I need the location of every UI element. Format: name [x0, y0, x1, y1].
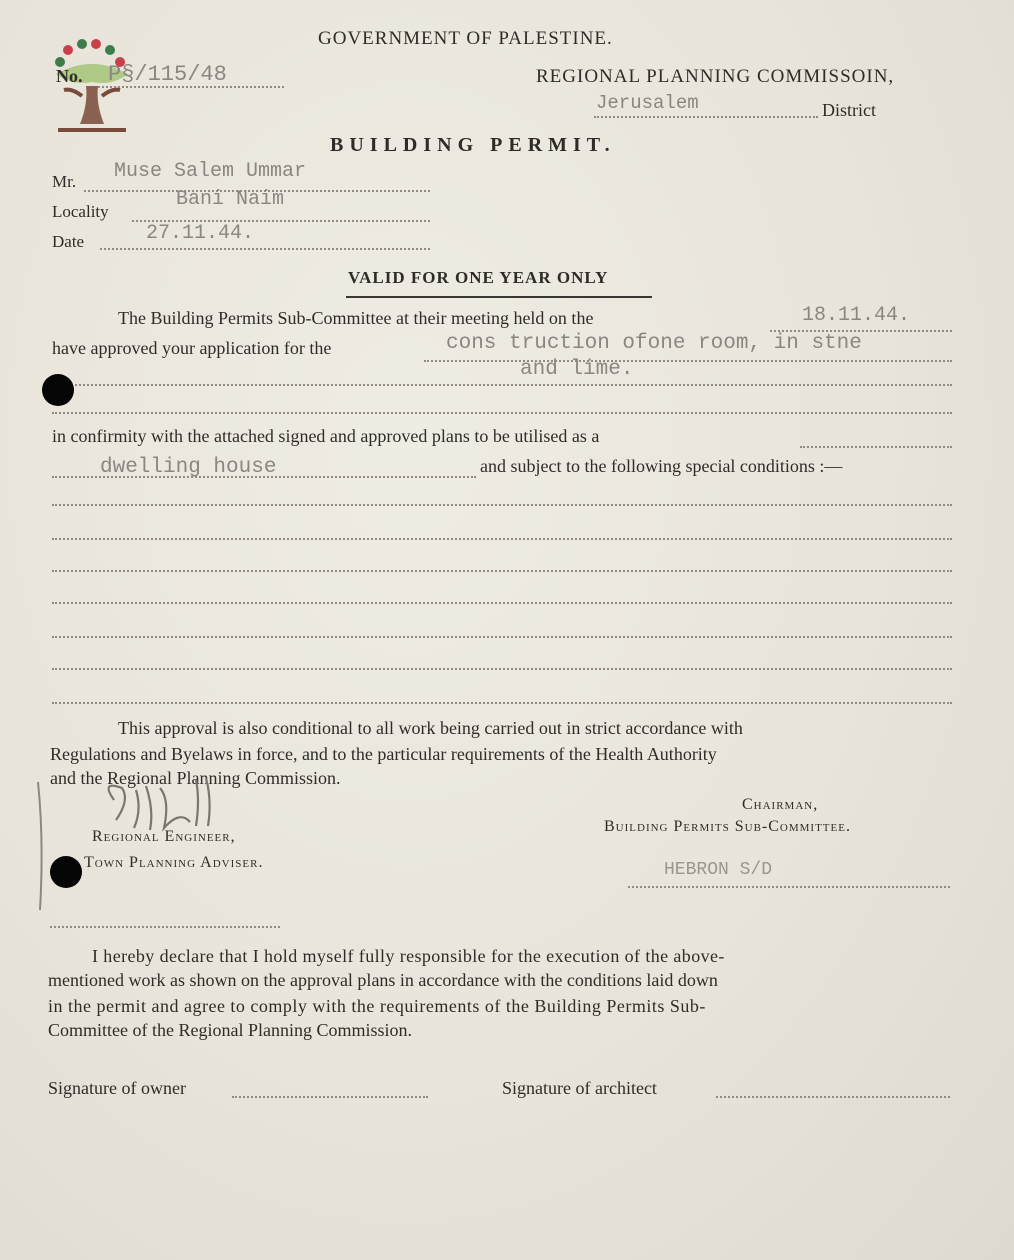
work-description-line2: and lime. [520, 358, 634, 381]
date-value: 27.11.44. [146, 222, 255, 245]
declaration-line-4: Committee of the Regional Planning Commission. [48, 1020, 412, 1040]
conditions-dotted-line-1 [52, 504, 952, 506]
owner-signature-label: Signature of owner [48, 1078, 186, 1098]
work-description-line1: cons truction ofone room, in stne [446, 332, 862, 355]
architect-signature-label: Signature of architect [502, 1078, 657, 1098]
approval-line-3: and the Regional Planning Commission. [50, 768, 341, 788]
conditions-dotted-line-2 [52, 538, 952, 540]
use-dotted-line-1 [800, 446, 952, 448]
architect-signature-line [716, 1096, 950, 1098]
number-label: No. [56, 66, 83, 86]
engineer-title-line1: Regional Engineer, [92, 828, 236, 845]
number-dotted-line [98, 86, 284, 88]
locality-value: Bani Naim [176, 188, 285, 211]
declaration-line-3: in the permit and agree to comply with the requirements of the Building Permits Sub- [48, 996, 706, 1016]
work-dotted-line-2 [52, 384, 952, 386]
conditions-dotted-line-7 [52, 702, 952, 704]
tree-logo-icon [52, 36, 132, 140]
district-value: Jerusalem [596, 92, 699, 114]
validity-notice: VALID FOR ONE YEAR ONLY [348, 268, 609, 287]
work-dotted-line-1 [424, 360, 952, 362]
chairman-title-line2: Building Permits Sub-Committee. [604, 818, 851, 835]
approval-line-1: This approval is also conditional to all work being carried out in strict accordance with [118, 718, 743, 738]
commission-heading: REGIONAL PLANNING COMMISSOIN, [536, 66, 895, 87]
approval-line-2: Regulations and Byelaws in force, and to the particular requirements of the Health Authority [50, 744, 717, 764]
date-dotted-line [100, 248, 430, 250]
permit-title: BUILDING PERMIT. [330, 134, 616, 156]
punch-hole-top [42, 374, 74, 406]
permit-number: P§/115/48 [108, 62, 227, 87]
meeting-text: The Building Permits Sub-Committee at their meeting held on the [118, 308, 594, 328]
engineer-signature-icon [30, 770, 260, 930]
mr-label: Mr. [52, 172, 77, 191]
chairman-dotted-line [628, 886, 950, 888]
use-value: dwelling house [100, 456, 277, 479]
mr-value: Muse Salem Ummar [114, 160, 307, 183]
chairman-title-line1: Chairman, [742, 796, 819, 813]
engineer-title-line2: Town Planning Adviser. [84, 854, 264, 871]
government-heading: GOVERNMENT OF PALESTINE. [318, 28, 613, 49]
district-label: District [822, 100, 876, 120]
conditions-text: and subject to the following special conditions :— [480, 456, 843, 476]
conditions-dotted-line-6 [52, 668, 952, 670]
work-dotted-line-3 [52, 412, 952, 414]
owner-signature-line [232, 1096, 428, 1098]
locality-label: Locality [52, 202, 109, 221]
meeting-date: 18.11.44. [802, 304, 911, 327]
declaration-line-1: I hereby declare that I hold myself fully responsible for the execution of the above- [92, 946, 725, 966]
declaration-line-2: mentioned work as shown on the approval plans in accordance with the conditions laid down [48, 970, 718, 990]
conformity-text: in confirmity with the attached signed and approved plans to be utilised as a [52, 426, 600, 446]
validity-underline [346, 296, 652, 298]
conditions-dotted-line-5 [52, 636, 952, 638]
punch-hole-bottom [50, 856, 82, 888]
conditions-dotted-line-4 [52, 602, 952, 604]
district-dotted-line [594, 116, 818, 118]
date-label: Date [52, 232, 85, 251]
hebron-stamp: HEBRON S/D [664, 860, 773, 880]
approved-text: have approved your application for the [52, 338, 332, 358]
engineer-dotted-line [50, 926, 280, 928]
conditions-dotted-line-3 [52, 570, 952, 572]
